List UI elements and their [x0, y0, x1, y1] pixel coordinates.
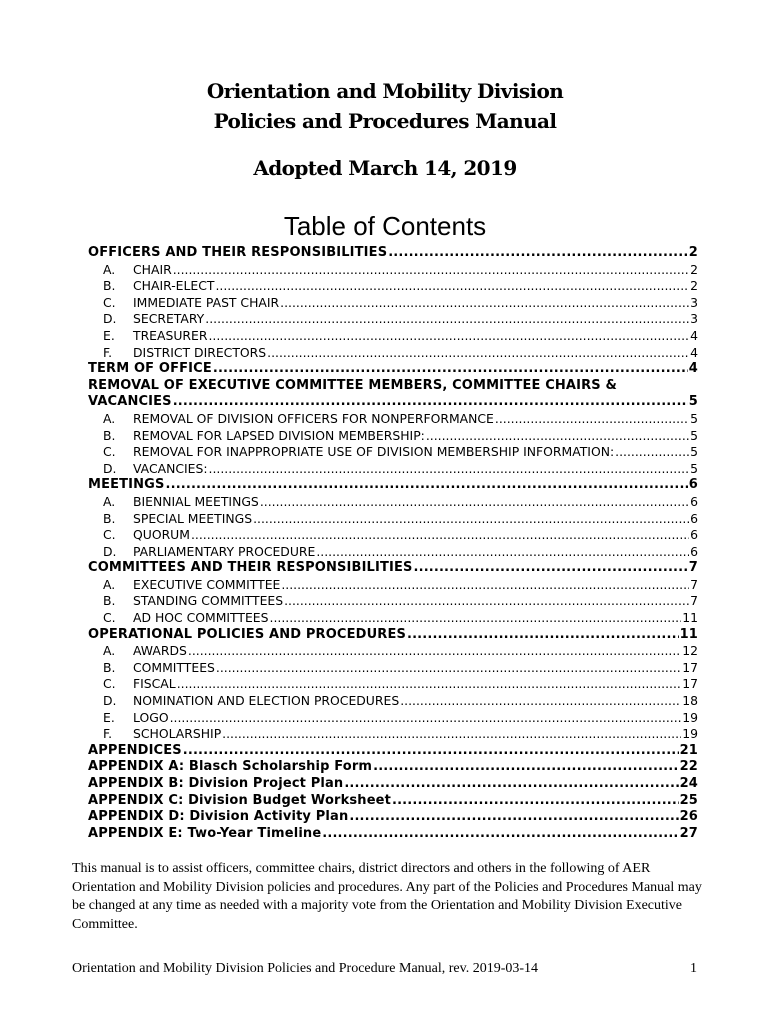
toc-entry-label: EXECUTIVE COMMITTEE: [133, 576, 281, 592]
toc-entry-page: 24: [679, 776, 698, 791]
toc-leader-dots: [177, 676, 682, 693]
toc-subsection-entry[interactable]: [88, 693, 698, 710]
toc-subsection-entry[interactable]: [88, 710, 698, 727]
toc-entry-page: 5: [690, 444, 698, 460]
toc-subsection-entry[interactable]: [88, 511, 698, 528]
toc-entry-letter: A.: [103, 261, 116, 277]
toc-leader-dots: [216, 660, 681, 677]
toc-entry-letter: C.: [103, 527, 116, 543]
toc-entry-label: STANDING COMMITTEES: [133, 593, 284, 609]
toc-section-entry[interactable]: [88, 809, 698, 826]
toc-section-entry[interactable]: [88, 477, 698, 494]
toc-entry-page: 2: [688, 245, 698, 260]
toc-entry-label: TERM OF OFFICE: [88, 361, 212, 377]
toc-entry-letter: F.: [103, 344, 113, 360]
toc-leader-dots: [188, 643, 681, 660]
toc-leader-dots: [407, 627, 679, 644]
toc-entry-label: AD HOC COMMITTEES: [133, 610, 269, 626]
toc-leader-dots: [426, 428, 689, 445]
toc-subsection-entry[interactable]: [88, 726, 698, 743]
toc-leader-dots: [215, 278, 689, 295]
toc-entry-letter: A.: [103, 576, 116, 592]
toc-leader-dots: [208, 328, 689, 345]
toc-entry-page: 6: [688, 477, 698, 493]
intro-paragraph: This manual is to assist officers, committee chairs, district directors and others in the following of AER Orientation and Mobility Division policies and procedures. Any part of the Policies and Procedures Manual may be changed at any time as needed with a majority vote from the Orientation and Mobility Division Executive Committee.: [72, 861, 702, 932]
toc-entry-page: 5: [688, 394, 698, 410]
toc-leader-dots: [322, 826, 678, 843]
toc-entry-label: SECRETARY: [133, 311, 205, 327]
toc-leader-dots: [615, 444, 689, 461]
toc-leader-dots: [284, 593, 689, 610]
toc-entry-page: 17: [682, 676, 698, 692]
toc-section-entry[interactable]: [88, 245, 698, 262]
toc-entry-label: IMMEDIATE PAST CHAIR: [133, 294, 280, 310]
toc-entry-label: PARLIAMENTARY PROCEDURE: [133, 543, 316, 559]
toc-leader-dots: [316, 544, 689, 561]
toc-entry-page: 7: [690, 593, 698, 609]
toc-subsection-entry[interactable]: [88, 428, 698, 445]
toc-entry-label: APPENDIX C: Division Budget Worksheet: [88, 792, 391, 808]
toc-leader-dots: [281, 577, 689, 594]
toc-entry-page: 4: [690, 327, 698, 343]
toc-leader-dots: [349, 809, 678, 826]
toc-entry-label: CHAIR-ELECT: [133, 278, 215, 294]
toc-section-entry[interactable]: [88, 743, 698, 760]
document-title-line2: Policies and Procedures Manual: [213, 109, 557, 133]
toc-leader-dots: [270, 610, 682, 627]
toc-section-entry[interactable]: [88, 394, 698, 411]
toc-entry-label: MEETINGS: [88, 477, 165, 493]
toc-entry-page: 6: [690, 510, 698, 526]
toc-section-entry[interactable]: [88, 776, 698, 793]
toc-entry-letter: D.: [103, 693, 117, 709]
toc-entry-page: 19: [682, 726, 698, 742]
toc-entry-label: FISCAL: [133, 676, 176, 692]
toc-leader-dots: [388, 245, 688, 262]
toc-entry-page: 27: [679, 825, 698, 841]
toc-entry-letter: D.: [103, 311, 117, 327]
toc-entry-page: 11: [682, 610, 698, 626]
toc-entry-page: 12: [682, 643, 698, 659]
toc-entry-label: REMOVAL OF EXECUTIVE COMMITTEE MEMBERS, COMMITTEE CHAIRS &: [88, 377, 617, 393]
toc-leader-dots: [414, 560, 688, 577]
toc-entry-letter: E.: [103, 709, 115, 725]
toc-subsection-entry[interactable]: [88, 643, 698, 660]
toc-leader-dots: [260, 494, 689, 511]
toc-entry-label: APPENDIX E: Two-Year Timeline: [88, 825, 322, 841]
toc-entry-letter: B.: [103, 427, 116, 443]
toc-section-entry[interactable]: [88, 826, 698, 843]
toc-leader-dots: [392, 793, 679, 810]
toc-entry-label: VACANCIES:: [133, 460, 208, 476]
toc-section-entry[interactable]: [88, 627, 698, 644]
toc-entry-label: NOMINATION AND ELECTION PROCEDURES: [133, 693, 400, 709]
toc-entry-letter: C.: [103, 676, 116, 692]
table-of-contents: [88, 245, 698, 842]
toc-entry-label: SPECIAL MEETINGS: [133, 510, 253, 526]
toc-leader-dots: [205, 311, 689, 328]
toc-entry-page: 5: [690, 410, 698, 426]
toc-entry-label: TREASURER: [133, 327, 208, 343]
toc-entry-label: VACANCIES: [88, 394, 172, 410]
toc-entry-page: 26: [679, 809, 698, 825]
toc-entry-page: 5: [690, 460, 698, 476]
toc-entry-page: 19: [682, 709, 698, 725]
toc-subsection-entry[interactable]: [88, 311, 698, 328]
toc-entry-label: SCHOLARSHIP: [133, 726, 222, 742]
toc-entry-label: COMMITTEES: [133, 659, 215, 675]
toc-leader-dots: [183, 743, 679, 760]
toc-subsection-entry[interactable]: [88, 494, 698, 511]
toc-entry-label: BIENNIAL MEETINGS: [133, 493, 259, 509]
toc-leader-dots: [222, 726, 681, 743]
toc-entry-page: 6: [690, 543, 698, 559]
toc-subsection-entry[interactable]: [88, 328, 698, 345]
toc-entry-label: REMOVAL FOR INAPPROPRIATE USE OF DIVISION MEMBERSHIP INFORMATION:: [133, 444, 615, 460]
toc-entry-label: APPENDICES: [88, 742, 182, 758]
toc-entry-page: 17: [682, 659, 698, 675]
toc-entry-letter: C.: [103, 444, 116, 460]
toc-entry-label: APPENDIX A: Blasch Scholarship Form: [88, 759, 373, 775]
toc-entry-letter: A.: [103, 493, 116, 509]
toc-leader-dots: [191, 527, 689, 544]
toc-entry-page: 3: [690, 294, 698, 310]
page-number: 1: [690, 961, 697, 976]
toc-leader-dots: [373, 759, 678, 776]
toc-leader-dots: [280, 295, 689, 312]
toc-leader-dots: [173, 394, 688, 411]
toc-subsection-entry[interactable]: [88, 444, 698, 461]
toc-entry-page: 11: [679, 626, 698, 642]
toc-subsection-entry[interactable]: [88, 262, 698, 279]
toc-entry-page: 6: [690, 493, 698, 509]
toc-entry-label: AWARDS: [133, 643, 187, 659]
toc-entry-label: CHAIR: [133, 261, 172, 277]
toc-leader-dots: [253, 511, 689, 528]
toc-entry-page: 7: [690, 576, 698, 592]
toc-entry-page: 2: [690, 261, 698, 277]
toc-entry-letter: C.: [103, 294, 116, 310]
toc-section-entry[interactable]: [88, 560, 698, 577]
toc-subsection-entry[interactable]: [88, 295, 698, 312]
toc-subsection-entry[interactable]: [88, 660, 698, 677]
toc-subsection-entry[interactable]: [88, 593, 698, 610]
toc-entry-label: APPENDIX B: Division Project Plan: [88, 776, 344, 791]
toc-entry-letter: B.: [103, 659, 116, 675]
toc-entry-page: 5: [690, 427, 698, 443]
toc-leader-dots: [170, 710, 682, 727]
toc-entry-page: 18: [682, 693, 698, 709]
toc-entry-label: DISTRICT DIRECTORS: [133, 344, 267, 360]
toc-section-entry[interactable]: [88, 793, 698, 810]
toc-entry-label: OFFICERS AND THEIR RESPONSIBILITIES: [88, 245, 388, 260]
toc-entry-label: LOGO: [133, 709, 169, 725]
toc-entry-page: 6: [690, 527, 698, 543]
toc-entry-page: 3: [690, 311, 698, 327]
toc-entry-letter: A.: [103, 643, 116, 659]
toc-entry-letter: A.: [103, 410, 116, 426]
toc-entry-letter: B.: [103, 278, 116, 294]
toc-entry-page: 21: [679, 742, 698, 758]
toc-leader-dots: [166, 477, 688, 494]
toc-entry-label: REMOVAL FOR LAPSED DIVISION MEMBERSHIP:: [133, 427, 425, 443]
toc-entry-page: 7: [688, 560, 698, 576]
toc-entry-letter: F.: [103, 726, 113, 742]
toc-leader-dots: [213, 361, 688, 378]
toc-subsection-entry[interactable]: [88, 610, 698, 627]
toc-entry-page: 22: [679, 759, 698, 775]
toc-entry-page: 2: [690, 278, 698, 294]
toc-entry-label: OPERATIONAL POLICIES AND PROCEDURES: [88, 626, 406, 642]
toc-entry-label: REMOVAL OF DIVISION OFFICERS FOR NONPERFORMANCE: [133, 410, 494, 426]
footer-text: Orientation and Mobility Division Policies and Procedure Manual, rev. 2019-03-14: [72, 961, 539, 976]
toc-leader-dots: [173, 262, 689, 279]
toc-subsection-entry[interactable]: [88, 411, 698, 428]
toc-subsection-entry[interactable]: [88, 461, 698, 478]
toc-entry-letter: C.: [103, 610, 116, 626]
toc-heading: Table of Contents: [283, 211, 487, 241]
toc-entry-letter: E.: [103, 327, 115, 343]
toc-subsection-entry[interactable]: [88, 345, 698, 362]
toc-leader-dots: [495, 411, 689, 428]
toc-section-entry[interactable]: [88, 378, 698, 395]
toc-leader-dots: [267, 345, 689, 362]
page-footer: [72, 961, 697, 977]
toc-entry-letter: D.: [103, 460, 117, 476]
toc-leader-dots: [344, 776, 678, 793]
toc-subsection-entry[interactable]: [88, 278, 698, 295]
toc-leader-dots: [400, 693, 681, 710]
toc-section-entry[interactable]: [88, 759, 698, 776]
toc-entry-letter: D.: [103, 543, 117, 559]
toc-subsection-entry[interactable]: [88, 676, 698, 693]
toc-subsection-entry[interactable]: [88, 577, 698, 594]
toc-entry-label: QUORUM: [133, 527, 190, 543]
toc-entry-page: 4: [690, 344, 698, 360]
toc-entry-page: 4: [688, 361, 698, 377]
adopted-date: Adopted March 14, 2019: [253, 156, 517, 180]
toc-entry-page: 25: [679, 792, 698, 808]
toc-subsection-entry[interactable]: [88, 544, 698, 561]
document-title-line1: Orientation and Mobility Division: [206, 79, 564, 103]
toc-subsection-entry[interactable]: [88, 527, 698, 544]
toc-entry-letter: B.: [103, 593, 116, 609]
toc-section-entry[interactable]: [88, 361, 698, 378]
toc-entry-label: APPENDIX D: Division Activity Plan: [88, 809, 349, 825]
toc-entry-label: COMMITTEES AND THEIR RESPONSIBILITIES: [88, 560, 413, 576]
toc-entry-letter: B.: [103, 510, 116, 526]
toc-leader-dots: [209, 461, 690, 478]
